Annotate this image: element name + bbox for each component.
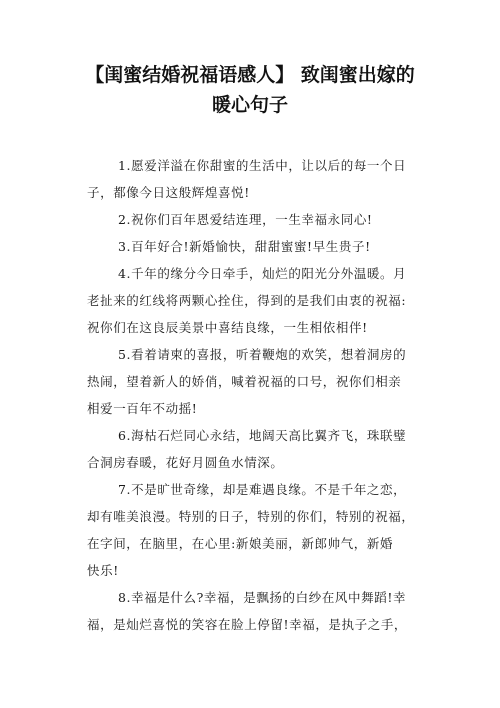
body-text-line: 5.看着请柬的喜报，听着鞭炮的欢笑，想着洞房的 xyxy=(118,347,407,362)
body-text-line: 3.百年好合!新婚愉快，甜甜蜜蜜!早生贵子! xyxy=(118,239,371,254)
title-line-1: 【闺蜜结婚祝福语感人】 致闺蜜出嫁的 xyxy=(85,64,415,86)
body-text-line: 福，是灿烂喜悦的笑容在脸上停留!幸福，是执子之手， xyxy=(87,617,408,632)
body-text-line: 热闹，望着新人的娇俏，喊着祝福的口号，祝你们相亲 xyxy=(87,374,402,389)
body-text-line: 子，都像今日这般辉煌喜悦! xyxy=(87,185,250,200)
body-text-line: 8.幸福是什么?幸福，是飘扬的白纱在风中舞蹈!幸 xyxy=(118,590,407,605)
page-title xyxy=(60,60,440,120)
body-text-line: 快乐! xyxy=(87,563,119,578)
body-text-line: 6.海枯石烂同心永结，地阔天高比翼齐飞，珠联璧 xyxy=(118,428,407,443)
body-text-line: 老扯来的红线将两颗心拴住，得到的是我们由衷的祝福: xyxy=(87,293,407,308)
body-text-line: 在字间，在脑里，在心里:新娘美丽，新郎帅气，新婚 xyxy=(87,536,394,551)
body-text-line: 却有唯美浪漫。特别的日子，特别的你们，特别的祝福， xyxy=(87,509,415,524)
body-text-line: 相爱一百年不动摇! xyxy=(87,401,198,416)
body-text-line: 祝你们在这良辰美景中喜结良缘，一生相依相伴! xyxy=(87,320,368,335)
body-text-line: 4.千年的缘分今日牵手，灿烂的阳光分外温暖。月 xyxy=(118,266,407,281)
body-text-line: 合洞房春暖，花好月圆鱼水情深。 xyxy=(87,455,284,470)
body-text-line: 1.愿爱洋溢在你甜蜜的生活中，让以后的每一个日 xyxy=(118,158,407,173)
document-body xyxy=(87,152,417,638)
title-line-2: 暖心句子 xyxy=(211,94,288,116)
body-text-line: 7.不是旷世奇缘，却是难遇良缘。不是千年之恋， xyxy=(118,482,407,497)
body-text-line: 2.祝你们百年恩爱结连理，一生幸福永同心! xyxy=(118,212,373,227)
